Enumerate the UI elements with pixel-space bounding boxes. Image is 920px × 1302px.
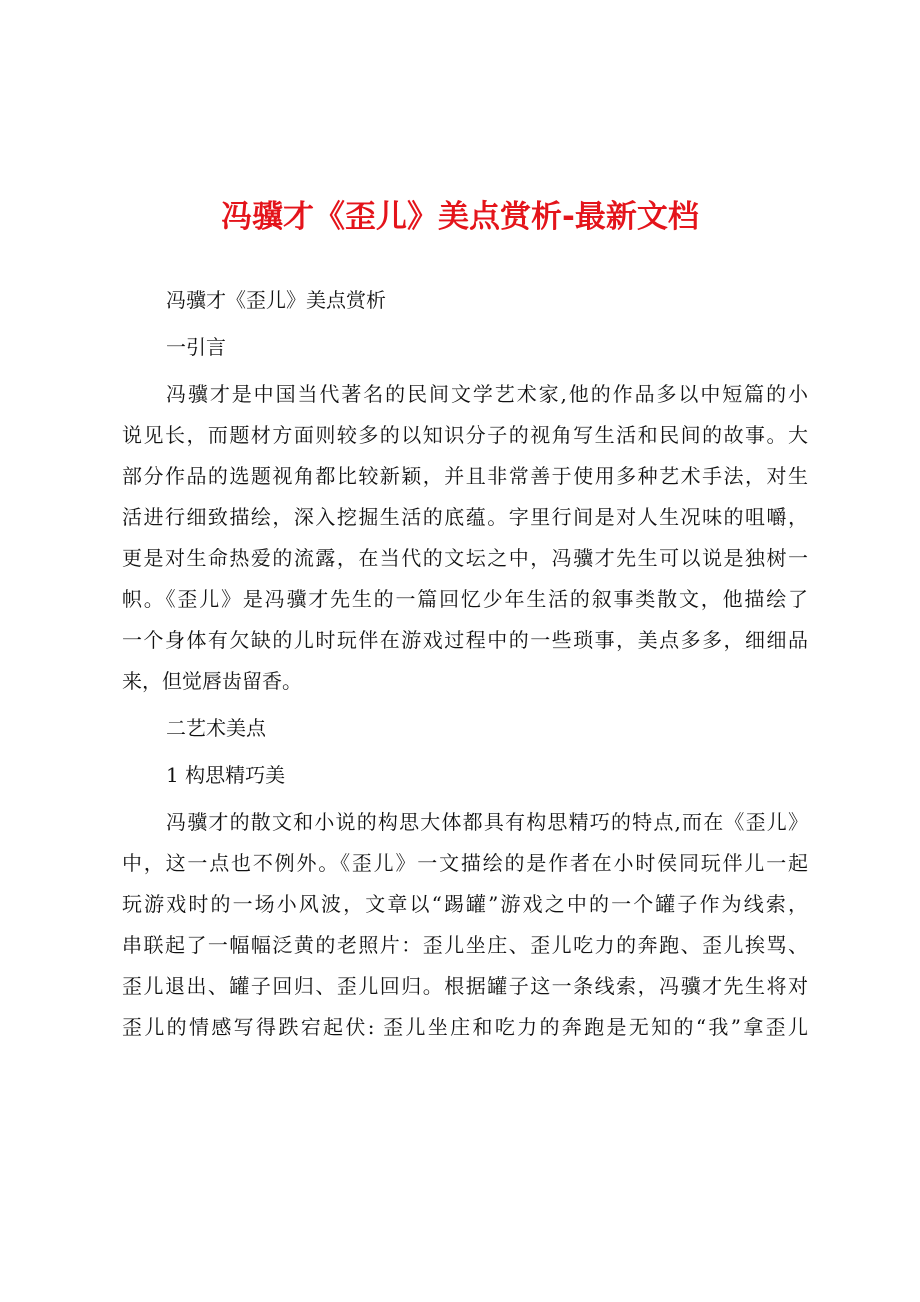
paragraph-line: 歪儿的情感写得跌宕起伏: 歪儿坐庄和吃力的奔跑是无知的“我”拿歪儿: [122, 1015, 808, 1039]
paragraph-structure: [122, 802, 808, 1048]
article-subtitle: 冯骥才《歪儿》美点赏析: [166, 288, 386, 312]
subsection-heading-structure: 1 构思精巧美: [166, 763, 286, 787]
paragraph-line: 中，这一点也不例外。《歪儿》一文描绘的是作者在小时侯同玩伴儿一起: [122, 851, 808, 875]
paragraph-line: 冯骥才的散文和小说的构思大体都具有构思精巧的特点,而在《歪儿》: [166, 810, 808, 834]
paragraph-line: 说见长，而题材方面则较多的以知识分子的视角写生活和民间的故事。大: [122, 423, 808, 447]
document-body: [122, 280, 808, 1048]
paragraph-line: 玩游戏时的一场小风波，文章以“踢罐”游戏之中的一个罐子作为线索，: [122, 892, 808, 916]
paragraph-line: 串联起了一幅幅泛黄的老照片：歪儿坐庄、歪儿吃力的奔跑、歪儿挨骂、: [122, 933, 808, 957]
paragraph-line: 来，但觉唇齿留香。: [122, 669, 302, 693]
section-heading-art: 二艺术美点: [166, 716, 266, 740]
paragraph-line: 部分作品的选题视角都比较新颖，并且非常善于使用多种艺术手法，对生: [122, 464, 808, 488]
paragraph-intro: [122, 374, 808, 702]
paragraph-line: 更是对生命热爱的流露，在当代的文坛之中，冯骥才先生可以说是独树一: [122, 546, 808, 570]
paragraph-line: 活进行细致描绘，深入挖掘生活的底蕴。字里行间是对人生况味的咀嚼，: [122, 505, 808, 529]
paragraph-line: 歪儿退出、罐子回归、歪儿回归。根据罐子这一条线索，冯骥才先生将对: [122, 974, 808, 998]
document-title: 冯骥才《歪儿》美点赏析-最新文档: [221, 199, 699, 235]
paragraph-line: 一个身体有欠缺的儿时玩伴在游戏过程中的一些琐事，美点多多，细细品: [122, 628, 808, 652]
section-heading-intro: 一引言: [166, 335, 226, 359]
paragraph-line: 冯骥才是中国当代著名的民间文学艺术家,他的作品多以中短篇的小: [166, 382, 808, 406]
paragraph-line: 帜。《歪儿》是冯骥才先生的一篇回忆少年生活的叙事类散文，他描绘了: [122, 587, 808, 611]
